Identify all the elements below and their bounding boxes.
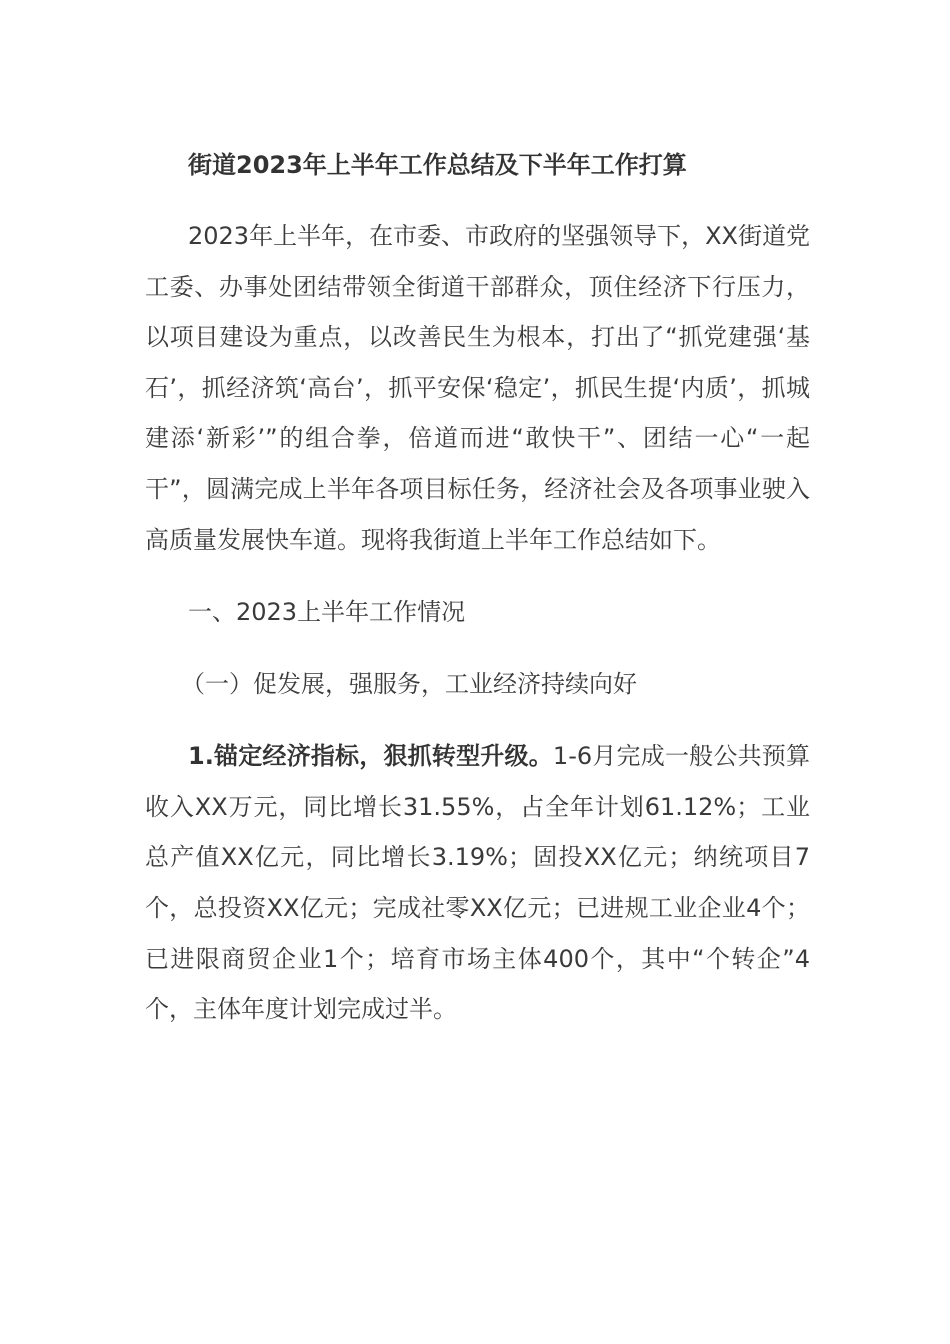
document-page [145, 140, 810, 1035]
item-body: 1-6月完成一般公共预算收入XX万元，同比增长31.55%，占全年计划61.12%；工业总产值XX亿元，同比增长3.19%；固投XX亿元；纳统项目7个，总投资XX亿元；完成社零XX亿元；已进规工业企业4个；已进限商贸企业1个；培育市场主体400个，其中“个转企”4个，主体年度计划完成过半。 [145, 742, 810, 1024]
item-lead: 1.锚定经济指标，狠抓转型升级。 [188, 742, 553, 771]
document-title: 街道2023年上半年工作总结及下半年工作打算 [188, 151, 687, 179]
item-paragraph [145, 731, 810, 1035]
subsection-heading: （一）促发展，强服务，工业经济持续向好 [181, 670, 637, 699]
intro-paragraph: 2023年上半年，在市委、市政府的坚强领导下，XX街道党工委、办事处团结带领全街道干部群众，顶住经济下行压力，以项目建设为重点，以改善民生为根本，打出了“抓党建强‘基石’，抓经济筑‘高台’，抓平安保‘稳定’，抓民生提‘内质’，抓城建添‘新彩’”的组合拳，倍道而进“敢快干”、团结一心“一起干”，圆满完成上半年各项目标任务，经济社会及各项事业驶入高质量发展快车道。现将我街道上半年工作总结如下。 [145, 222, 810, 554]
section-heading: 一、2023上半年工作情况 [188, 598, 466, 627]
